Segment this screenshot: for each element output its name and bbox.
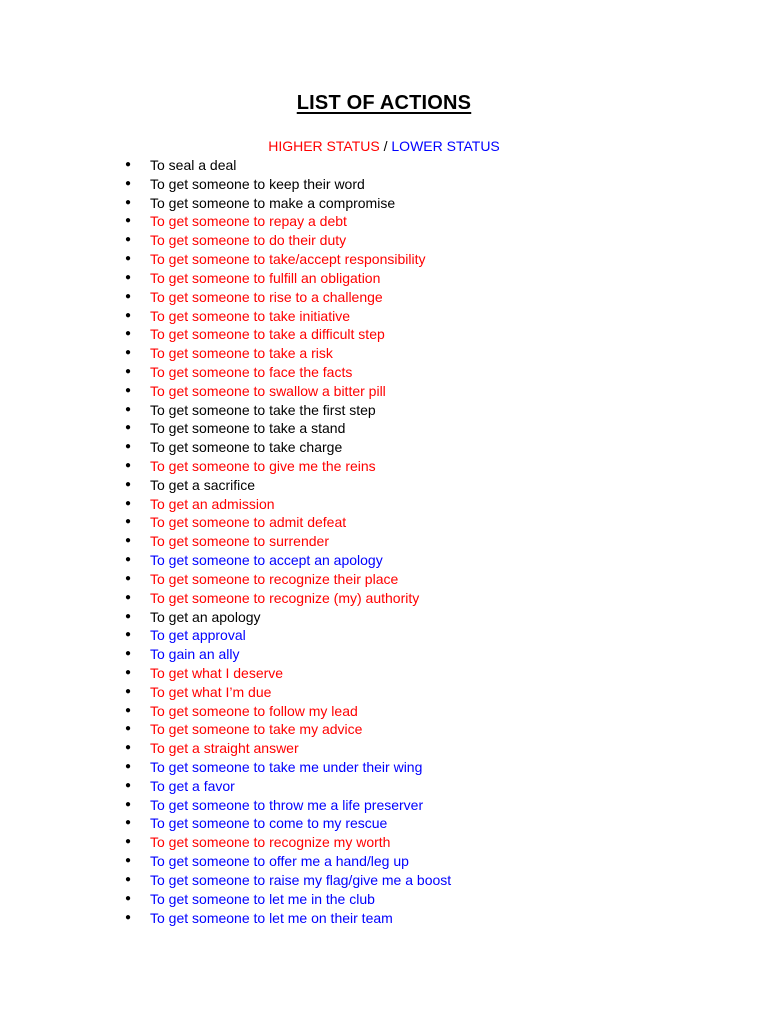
list-item-text: To get someone to face the facts	[150, 363, 353, 380]
status-legend	[0, 138, 768, 154]
legend-separator: /	[379, 138, 392, 154]
bullet-icon: ●	[125, 441, 132, 453]
bullet-icon: ●	[125, 798, 132, 810]
list-item-text: To get someone to let me in the club	[150, 890, 375, 907]
list-item	[125, 307, 451, 326]
bullet-icon: ●	[125, 629, 132, 641]
bullet-icon: ●	[125, 704, 132, 716]
list-item	[125, 796, 451, 815]
bullet-icon: ●	[125, 610, 132, 622]
bullet-icon: ●	[125, 742, 132, 754]
list-item	[125, 325, 451, 344]
list-item-text: To get someone to keep their word	[150, 175, 365, 192]
list-item-text: To seal a deal	[150, 157, 237, 173]
list-item	[125, 457, 451, 476]
list-item	[125, 814, 451, 833]
list-item-text: To get someone to fulfill an obligation	[150, 269, 381, 286]
list-item-text: To get an apology	[150, 608, 261, 625]
bullet-icon: ●	[125, 460, 132, 471]
legend-lower-status: LOWER STATUS	[391, 138, 500, 154]
list-item	[125, 250, 451, 269]
bullet-icon: ●	[125, 384, 132, 396]
bullet-icon: ●	[125, 271, 132, 283]
bullet-icon: ●	[125, 497, 132, 509]
list-item-text: To get someone to make a compromise	[150, 194, 396, 211]
list-item-text: To get someone to come to my rescue	[150, 815, 388, 832]
bullet-icon: ●	[125, 365, 132, 377]
list-item-text: To get someone to take initiative	[150, 307, 351, 324]
bullet-icon: ●	[125, 215, 132, 227]
list-item	[125, 363, 451, 382]
list-item	[125, 871, 451, 890]
list-item	[125, 175, 451, 194]
bullet-icon: ●	[125, 572, 132, 584]
list-item	[125, 231, 451, 250]
bullet-icon: ●	[125, 892, 132, 904]
bullet-icon: ●	[125, 234, 132, 246]
list-item	[125, 909, 451, 928]
list-item-text: To get someone to recognize (my) authority	[150, 589, 420, 606]
list-item-text: To get someone to take the first step	[150, 401, 376, 418]
list-item-text: To get someone to take a risk	[150, 345, 333, 362]
list-item-text: To get someone to give me the reins	[150, 458, 376, 474]
list-item-text: To get someone to take/accept responsibility	[150, 251, 426, 268]
bullet-icon: ●	[125, 855, 132, 867]
bullet-icon: ●	[125, 535, 132, 547]
bullet-icon: ●	[125, 723, 132, 735]
bullet-icon: ●	[125, 159, 132, 170]
bullet-icon: ●	[125, 666, 132, 678]
list-item-text: To get a straight answer	[150, 740, 299, 757]
list-item-text: To get someone to surrender	[150, 533, 329, 550]
list-item	[125, 626, 451, 645]
list-item-text: To get someone to take my advice	[150, 721, 363, 738]
bullet-icon: ●	[125, 478, 132, 490]
bullet-icon: ●	[125, 516, 132, 528]
list-item	[125, 645, 451, 664]
list-item	[125, 495, 451, 514]
list-item-text: To get someone to swallow a bitter pill	[150, 382, 386, 399]
bullet-icon: ●	[125, 309, 132, 321]
bullet-icon: ●	[125, 177, 132, 189]
bullet-icon: ●	[125, 328, 132, 340]
list-item	[125, 777, 451, 796]
list-item	[125, 852, 451, 871]
bullet-icon: ●	[125, 779, 132, 791]
list-item-text: To get someone to admit defeat	[150, 514, 347, 531]
list-item-text: To get an admission	[150, 495, 275, 512]
list-item	[125, 382, 451, 401]
list-item	[125, 438, 451, 457]
list-item	[125, 513, 451, 532]
bullet-icon: ●	[125, 591, 132, 603]
legend-higher-status: HIGHER STATUS	[268, 138, 380, 154]
list-item	[125, 664, 451, 683]
list-item	[125, 758, 451, 777]
bullet-icon: ●	[125, 347, 132, 359]
bullet-icon: ●	[125, 422, 132, 434]
bullet-icon: ●	[125, 761, 132, 772]
bullet-icon: ●	[125, 403, 132, 415]
bullet-icon: ●	[125, 817, 132, 829]
list-item-text: To get someone to take a difficult step	[150, 326, 385, 343]
bullet-icon: ●	[125, 685, 132, 697]
list-item	[125, 683, 451, 702]
list-item-text: To get someone to raise my flag/give me a boost	[150, 871, 452, 888]
list-item	[125, 344, 451, 363]
list-item	[125, 720, 451, 739]
list-item	[125, 833, 451, 852]
actions-list	[125, 156, 451, 927]
list-item	[125, 156, 451, 175]
list-item-text: To get approval	[150, 627, 246, 644]
list-item-text: To get someone to take a stand	[150, 420, 346, 437]
list-item-text: To get a sacrifice	[150, 476, 256, 493]
list-item-text: To get someone to throw me a life preserver	[150, 796, 424, 813]
bullet-icon: ●	[125, 253, 132, 265]
list-item	[125, 419, 451, 438]
list-item	[125, 551, 451, 570]
list-item-text: To get someone to let me on their team	[150, 909, 393, 926]
list-item	[125, 589, 451, 608]
list-item	[125, 608, 451, 627]
list-item	[125, 194, 451, 213]
list-item	[125, 476, 451, 495]
list-item-text: To get what I’m due	[150, 683, 272, 700]
bullet-icon: ●	[125, 196, 132, 208]
list-item	[125, 269, 451, 288]
bullet-icon: ●	[125, 648, 132, 660]
list-item-text: To get someone to take me under their wing	[150, 759, 423, 775]
list-item-text: To get what I deserve	[150, 664, 284, 681]
list-item-text: To get someone to accept an apology	[150, 552, 383, 569]
bullet-icon: ●	[125, 290, 132, 302]
list-item	[125, 702, 451, 721]
list-item-text: To gain an ally	[150, 646, 240, 663]
bullet-icon: ●	[125, 873, 132, 885]
list-item	[125, 890, 451, 909]
list-item-text: To get someone to repay a debt	[150, 213, 347, 230]
list-item-text: To get someone to rise to a challenge	[150, 288, 383, 305]
list-item-text: To get someone to recognize their place	[150, 570, 399, 587]
list-item	[125, 288, 451, 307]
bullet-icon: ●	[125, 554, 132, 566]
list-item	[125, 401, 451, 420]
list-item	[125, 532, 451, 551]
page-title: LIST OF ACTIONS	[296, 92, 472, 114]
list-item-text: To get someone to do their duty	[150, 232, 347, 249]
list-item	[125, 212, 451, 231]
list-item-text: To get someone to offer me a hand/leg up	[150, 853, 409, 870]
list-item	[125, 739, 451, 758]
list-item-text: To get a favor	[150, 777, 235, 794]
list-item-text: To get someone to take charge	[150, 439, 343, 456]
list-item-text: To get someone to follow my lead	[150, 702, 358, 719]
bullet-icon: ●	[125, 836, 132, 848]
list-item-text: To get someone to recognize my worth	[150, 834, 391, 851]
bullet-icon: ●	[125, 911, 132, 923]
list-item	[125, 570, 451, 589]
